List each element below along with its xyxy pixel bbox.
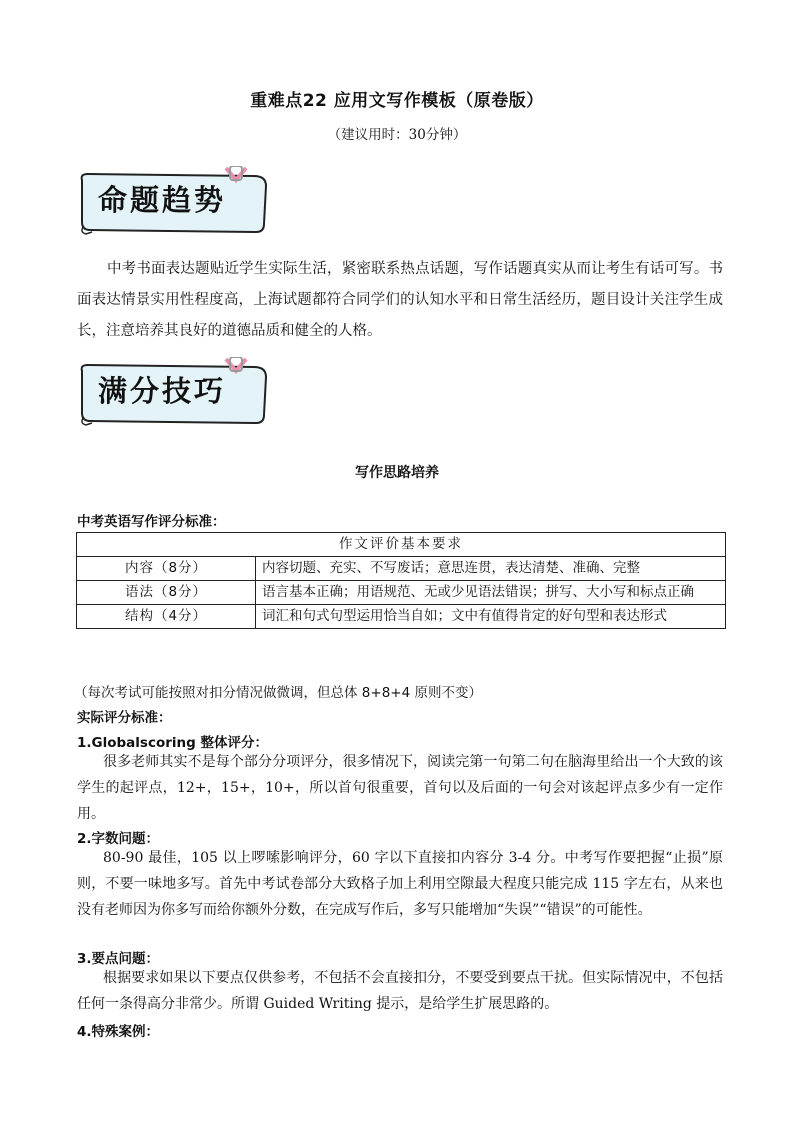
page-title: 重难点22 应用文写作模板（原卷版） — [250, 91, 544, 111]
table-cell-desc: 内容切题、充实、不写废话；意思连贯，表达清楚、准确、完整 — [256, 557, 726, 581]
grading-table — [76, 532, 726, 629]
section-title: 写作思路培养 — [355, 465, 439, 481]
item-heading: 3.要点问题： — [77, 951, 160, 967]
table-cell-desc: 语言基本正确；用语规范、无或少见语法错误；拼写、大小写和标点正确 — [256, 581, 726, 605]
item-text: 根据要求如果以下要点仅供参考，不包括不会直接扣分，不要受到要点干扰。但实际情况中，不包括任何一条得高分非常少。所谓 Guided Writing 提示，是给学生扩展思路的。 — [77, 970, 723, 1012]
table-cell-desc: 词汇和句式句型运用恰当自如；文中有值得肯定的好句型和表达形式 — [256, 605, 726, 629]
table-row — [77, 605, 726, 629]
table-row — [77, 557, 726, 581]
page-subtitle: （建议用时：30分钟） — [327, 127, 467, 143]
table-header-row — [77, 533, 726, 557]
trend-paragraph: 中考书面表达题贴近学生实际生活，紧密联系热点话题，写作话题真实从而让考生有话可写。书面表达情景实用性程度高，上海试题都符合同学们的认知水平和日常生活经历，题目设计关注学生成长，注意培养其良好的道德品质和健全的人格。 — [77, 261, 723, 339]
criteria-heading: 中考英语写作评分标准： — [77, 514, 226, 530]
banner-skills-label: 满分技巧 — [98, 374, 227, 408]
table-header: 作文评价基本要求 — [77, 533, 726, 557]
table-note: （每次考试可能按照对扣分情况做微调，但总体 8+8+4 原则不变） — [74, 685, 482, 701]
item-heading: 4.特殊案例： — [77, 1024, 160, 1040]
item-text: 80-90 最佳，105 以上啰嗦影响评分，60 字以下直接扣内容分 3-4 分。中考写作要把握“止损”原则，不要一味地多写。首先中考试卷部分大致格子加上利用空隙最大程度只能完成 115 字左右，从来也没有老师因为你多写而给你额外分数，在完成写作后，多写只能增加“失误”“错误”的可能性。 — [77, 850, 723, 918]
table-cell-category: 语法（8分） — [77, 581, 256, 605]
banner-trend-label: 命题趋势 — [98, 183, 227, 217]
table-cell-category: 内容（8分） — [77, 557, 256, 581]
banner-trend — [76, 166, 272, 238]
item-heading: 2.字数问题： — [77, 831, 160, 847]
actual-heading: 实际评分标准： — [77, 710, 172, 726]
item-text: 很多老师其实不是每个部分分项评分，很多情况下，阅读完第一句第二句在脑海里给出一个大致的该学生的起评点，12+，15+，10+，所以首句很重要，首句以及后面的一句会对该起评点多少有一定作用。 — [77, 754, 723, 822]
item-heading: 1.Globalscoring 整体评分： — [77, 735, 268, 751]
table-cell-category: 结构（4分） — [77, 605, 256, 629]
table-row — [77, 581, 726, 605]
banner-skills — [76, 357, 272, 429]
